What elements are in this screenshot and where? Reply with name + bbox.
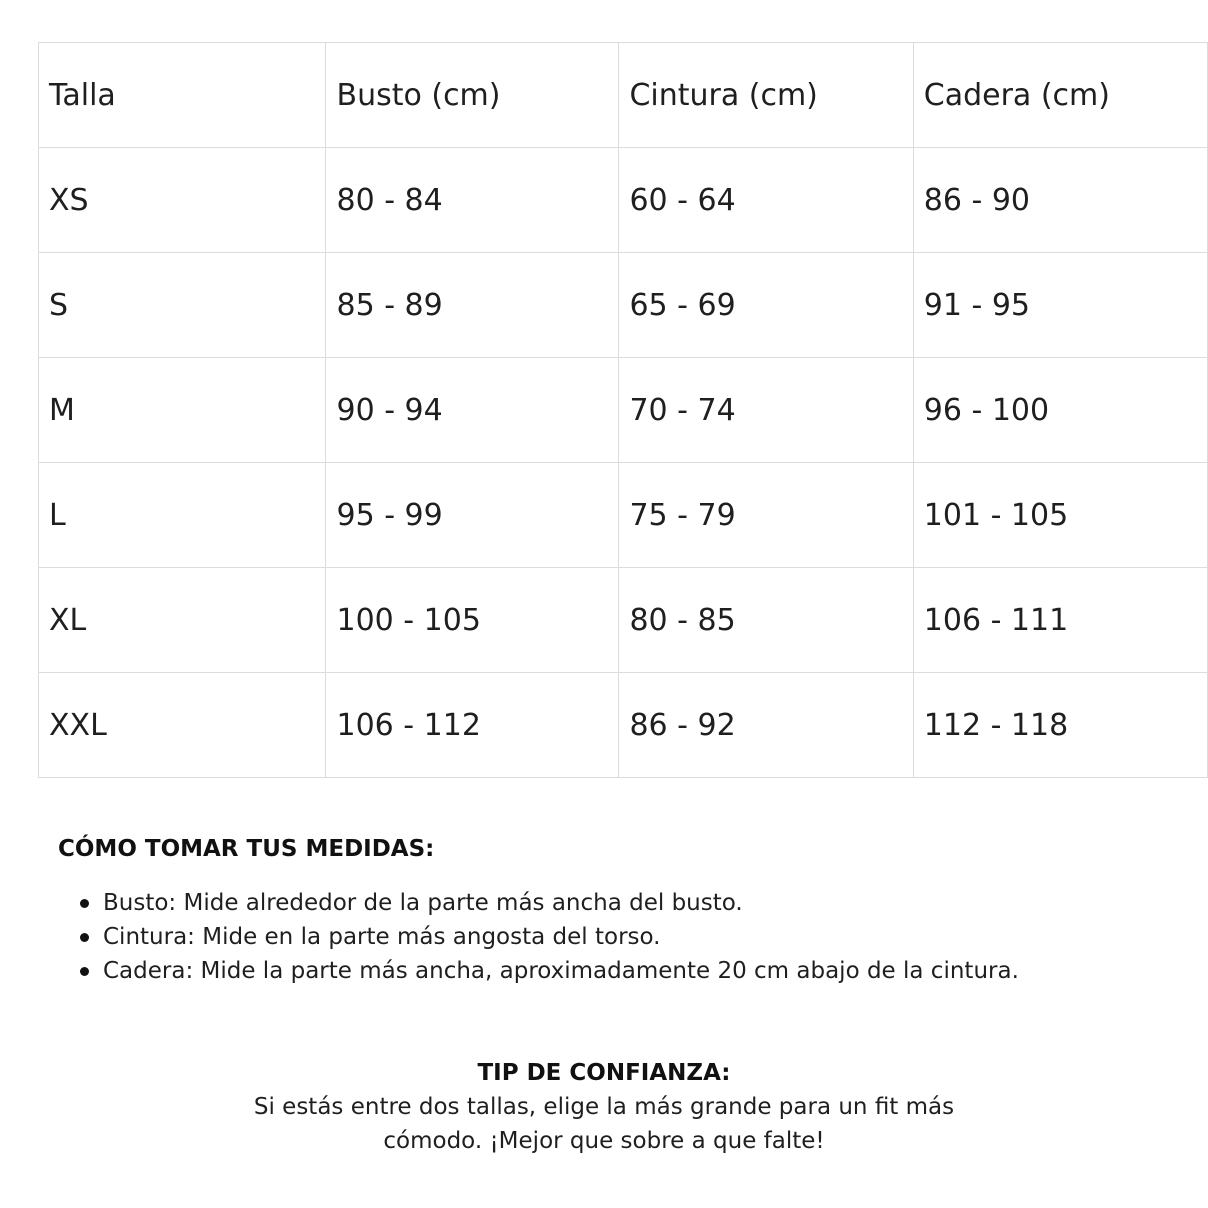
header-talla: Talla [39,43,326,148]
cell-cintura: 60 - 64 [619,148,913,253]
cell-cintura: 80 - 85 [619,568,913,673]
size-chart-table [38,42,1208,778]
table-row [39,358,1208,463]
cell-cintura: 65 - 69 [619,253,913,358]
cell-busto: 85 - 89 [326,253,619,358]
measuring-instructions [58,836,1178,988]
cell-size: XS [39,148,326,253]
table-row [39,673,1208,778]
bullet-icon [80,899,89,908]
cell-size: XXL [39,673,326,778]
tip-text-line-2: cómodo. ¡Mejor que sobre a que falte! [383,1128,825,1154]
header-cintura: Cintura (cm) [619,43,913,148]
cell-cintura: 86 - 92 [619,673,913,778]
table-row [39,253,1208,358]
cell-size: L [39,463,326,568]
table-row [39,463,1208,568]
list-item [58,886,1178,920]
header-cadera: Cadera (cm) [913,43,1207,148]
cell-cadera: 106 - 111 [913,568,1207,673]
cell-cadera: 101 - 105 [913,463,1207,568]
instructions-title: CÓMO TOMAR TUS MEDIDAS: [58,836,435,862]
list-item [58,920,1178,954]
cell-busto: 90 - 94 [326,358,619,463]
list-item [58,954,1178,988]
cell-busto: 106 - 112 [326,673,619,778]
cell-busto: 100 - 105 [326,568,619,673]
tip-title: TIP DE CONFIANZA: [477,1060,731,1086]
instructions-list [58,886,1178,988]
cell-busto: 95 - 99 [326,463,619,568]
bullet-icon [80,967,89,976]
confidence-tip [0,1056,1208,1158]
cell-cadera: 91 - 95 [913,253,1207,358]
bullet-icon [80,933,89,942]
cell-size: M [39,358,326,463]
instruction-text: Cadera: Mide la parte más ancha, aproximadamente 20 cm abajo de la cintura. [103,958,1019,984]
table-header-row [39,43,1208,148]
table-row [39,148,1208,253]
cell-cadera: 112 - 118 [913,673,1207,778]
cell-cadera: 96 - 100 [913,358,1207,463]
table-row [39,568,1208,673]
cell-size: S [39,253,326,358]
cell-cintura: 70 - 74 [619,358,913,463]
cell-size: XL [39,568,326,673]
instruction-text: Cintura: Mide en la parte más angosta del torso. [103,924,661,950]
instruction-text: Busto: Mide alrededor de la parte más ancha del busto. [103,890,743,916]
header-busto: Busto (cm) [326,43,619,148]
cell-cintura: 75 - 79 [619,463,913,568]
cell-busto: 80 - 84 [326,148,619,253]
tip-text-line-1: Si estás entre dos tallas, elige la más grande para un fit más [253,1094,955,1120]
cell-cadera: 86 - 90 [913,148,1207,253]
